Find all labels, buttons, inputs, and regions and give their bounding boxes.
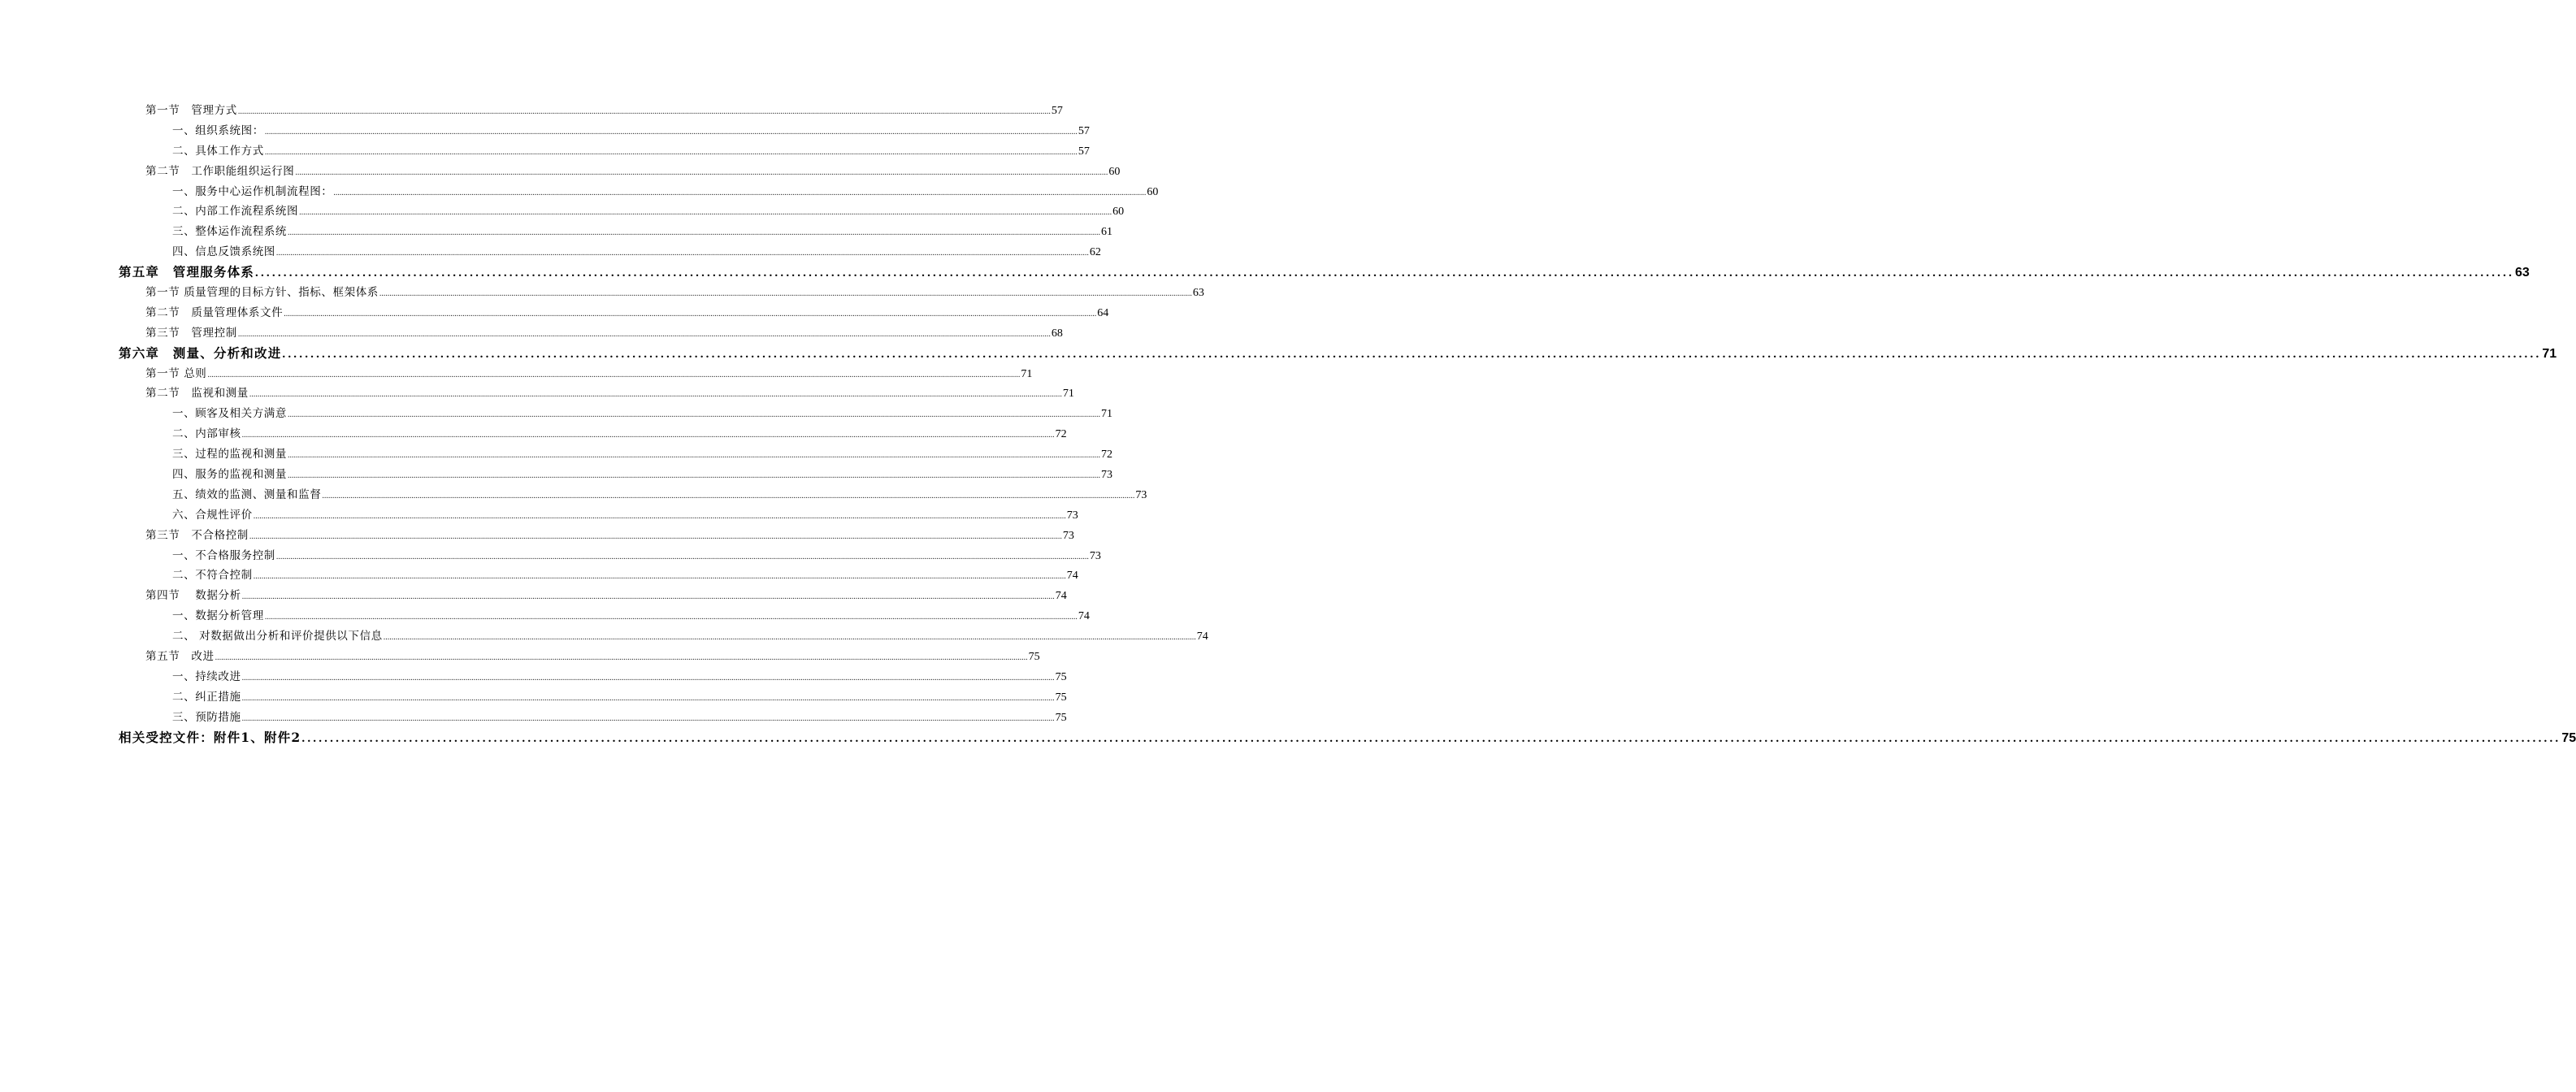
toc-page-number: 71 [2542, 346, 2557, 361]
toc-page-number: 75 [1028, 651, 1040, 664]
dot-leader: ................................................................................................................................................................................................................................................................................................................................................................................................................ [322, 491, 1135, 500]
toc-page-number: 72 [1055, 428, 1067, 441]
dot-leader: ................................................................................................................................................................................................................................................................................................................................................................................................................ [241, 713, 1055, 723]
toc-subsection-row[interactable] [119, 202, 1125, 222]
toc-chapter-row[interactable] [119, 728, 2576, 748]
dot-leader: ................................................................................................................................................................................................................................................................................................................................................................................................................ [241, 673, 1055, 682]
toc-page-number: 57 [1078, 124, 1090, 137]
dot-leader: ................................................................................................................................................................................................................................................................................................................................................................................................................ [299, 208, 1112, 218]
toc-subsection-row[interactable] [119, 182, 1159, 202]
dot-leader: ................................................................................................................................................................................................................................................................................................................................................................................................................ [301, 731, 2561, 745]
dot-leader: ................................................................................................................................................................................................................................................................................................................................................................................................................ [275, 552, 1089, 561]
toc-subsection-row[interactable] [119, 566, 1078, 586]
dot-leader: ................................................................................................................................................................................................................................................................................................................................................................................................................ [241, 431, 1055, 440]
dot-leader: ................................................................................................................................................................................................................................................................................................................................................................................................................ [249, 390, 1062, 400]
toc-entry-title: 第一节 质量管理的目标方针、指标、框架体系 [145, 286, 379, 300]
toc-page-number: 72 [1101, 448, 1112, 462]
toc-entry-title: 一、顾客及相关方满意 [172, 407, 287, 421]
toc-entry-title: 二、纠正措施 [172, 690, 241, 704]
toc-page-number: 57 [1078, 145, 1090, 158]
toc-page-number: 75 [1055, 691, 1067, 704]
toc-chapter-row[interactable] [119, 262, 2530, 283]
toc-subsection-row[interactable] [119, 606, 1090, 626]
toc-entry-title: 三、预防措施 [172, 710, 241, 724]
toc-entry-title: 五、绩效的监测、测量和监督 [172, 488, 322, 501]
dot-leader: ................................................................................................................................................................................................................................................................................................................................................................................................................ [288, 410, 1100, 420]
toc-section-row[interactable] [119, 323, 1063, 344]
dot-leader: ................................................................................................................................................................................................................................................................................................................................................................................................................ [275, 249, 1089, 258]
toc-subsection-row[interactable] [119, 222, 1112, 242]
toc-entry-title: 二、内部审核 [172, 427, 241, 441]
toc-subsection-row[interactable] [119, 505, 1078, 526]
toc-page-number: 73 [1066, 509, 1078, 522]
toc-page-number: 60 [1112, 206, 1125, 219]
dot-leader: ................................................................................................................................................................................................................................................................................................................................................................................................................ [264, 613, 1078, 622]
toc-page-number: 74 [1196, 630, 1208, 644]
dot-leader: ................................................................................................................................................................................................................................................................................................................................................................................................................ [253, 572, 1066, 582]
toc-entry-title: 六、合规性评价 [172, 508, 253, 522]
toc-page-number: 64 [1097, 306, 1109, 319]
toc-entry-title: 第二节 质量管理体系文件 [145, 306, 284, 319]
toc-entry-title: 四、服务的监视和测量 [172, 468, 287, 482]
dot-leader: ................................................................................................................................................................................................................................................................................................................................................................................................................ [288, 471, 1100, 481]
toc-page-number: 74 [1066, 570, 1078, 583]
toc-subsection-row[interactable] [119, 121, 1090, 141]
dot-leader: ................................................................................................................................................................................................................................................................................................................................................................................................................ [295, 167, 1108, 177]
toc-entry-title: 第一节 总则 [145, 366, 207, 380]
toc-entry-title: 相关受控文件：附件1、附件2 [119, 729, 301, 745]
toc-page-number: 57 [1051, 105, 1063, 117]
dot-leader: ................................................................................................................................................................................................................................................................................................................................................................................................................ [241, 693, 1055, 703]
toc-page-number: 75 [1055, 711, 1067, 724]
toc-section-row[interactable] [119, 303, 1109, 323]
toc-page-number: 60 [1108, 165, 1121, 178]
toc-page-number: 68 [1051, 327, 1063, 340]
dot-leader: ................................................................................................................................................................................................................................................................................................................................................................................................................ [241, 592, 1055, 602]
dot-leader: ................................................................................................................................................................................................................................................................................................................................................................................................................ [284, 309, 1097, 318]
toc-subsection-row[interactable] [119, 667, 1067, 687]
toc-page-number: 75 [1055, 670, 1067, 683]
toc-entry-title: 第二节 工作职能组织运行图 [145, 164, 295, 178]
toc-entry-title: 一、数据分析管理 [172, 609, 264, 623]
toc-entry-title: 二、内部工作流程系统图 [172, 205, 299, 219]
dot-leader: ................................................................................................................................................................................................................................................................................................................................................................................................................ [249, 531, 1062, 541]
toc-page-number: 73 [1101, 469, 1112, 482]
toc-page-number: 73 [1089, 549, 1101, 562]
toc-page-number: 74 [1078, 610, 1090, 623]
table-of-contents [119, 101, 2576, 748]
toc-page-number: 63 [2515, 266, 2530, 280]
dot-leader: ................................................................................................................................................................................................................................................................................................................................................................................................................ [288, 451, 1100, 461]
dot-leader: ................................................................................................................................................................................................................................................................................................................................................................................................................ [215, 653, 1028, 663]
dot-leader: ................................................................................................................................................................................................................................................................................................................................................................................................................ [237, 329, 1051, 339]
toc-entry-title: 二、 对数据做出分析和评价提供以下信息 [172, 630, 383, 644]
toc-subsection-row[interactable] [119, 444, 1112, 465]
toc-entry-title: 第五节 改进 [145, 650, 215, 664]
dot-leader: ................................................................................................................................................................................................................................................................................................................................................................................................................ [282, 347, 2542, 361]
toc-entry-title: 第二节 监视和测量 [145, 387, 249, 401]
toc-section-row[interactable] [119, 101, 1063, 121]
dot-leader: ................................................................................................................................................................................................................................................................................................................................................................................................................ [237, 107, 1051, 116]
toc-subsection-row[interactable] [119, 242, 1101, 262]
toc-page-number: 73 [1062, 529, 1074, 542]
dot-leader: ................................................................................................................................................................................................................................................................................................................................................................................................................ [288, 228, 1100, 238]
toc-section-row[interactable] [119, 384, 1074, 404]
toc-entry-title: 第四节 数据分析 [145, 589, 241, 603]
toc-entry-title: 三、过程的监视和测量 [172, 448, 287, 462]
dot-leader: ................................................................................................................................................................................................................................................................................................................................................................................................................ [264, 127, 1078, 136]
toc-section-row[interactable] [119, 586, 1067, 606]
toc-page-number: 71 [1101, 408, 1112, 421]
toc-section-row[interactable] [119, 364, 1033, 384]
toc-entry-title: 一、服务中心运作机制流程图： [172, 184, 333, 198]
toc-entry-title: 四、信息反馈系统图 [172, 245, 275, 259]
toc-entry-title: 二、具体工作方式 [172, 144, 264, 158]
toc-entry-title: 第一节 管理方式 [145, 104, 237, 117]
toc-entry-title: 三、整体运作流程系统 [172, 225, 287, 239]
toc-subsection-row[interactable] [119, 546, 1101, 566]
toc-page-number: 63 [1192, 287, 1204, 300]
toc-entry-title: 一、持续改进 [172, 670, 241, 683]
dot-leader: ................................................................................................................................................................................................................................................................................................................................................................................................................ [253, 511, 1066, 521]
toc-page-number: 71 [1062, 388, 1074, 401]
toc-subsection-row[interactable] [119, 141, 1090, 162]
dot-leader: ................................................................................................................................................................................................................................................................................................................................................................................................................ [383, 633, 1196, 643]
toc-entry-title: 第五章 管理服务体系 [119, 264, 255, 280]
toc-subsection-row[interactable] [119, 404, 1112, 424]
toc-entry-title: 第六章 测量、分析和改进 [119, 344, 282, 361]
toc-subsection-row[interactable] [119, 465, 1112, 485]
toc-page-number: 75 [2561, 730, 2576, 745]
toc-entry-title: 二、不符合控制 [172, 569, 253, 583]
toc-subsection-row[interactable] [119, 708, 1067, 728]
toc-page-number: 62 [1089, 246, 1101, 259]
toc-page-number: 61 [1101, 226, 1112, 239]
dot-leader: ................................................................................................................................................................................................................................................................................................................................................................................................................ [379, 289, 1192, 299]
toc-section-row[interactable] [119, 647, 1040, 667]
toc-page-number: 60 [1147, 185, 1159, 198]
toc-subsection-row[interactable] [119, 626, 1208, 647]
toc-section-row[interactable] [119, 162, 1121, 182]
toc-page-number: 74 [1055, 590, 1067, 603]
toc-section-row[interactable] [119, 526, 1074, 546]
toc-subsection-row[interactable] [119, 687, 1067, 708]
dot-leader: ................................................................................................................................................................................................................................................................................................................................................................................................................ [207, 370, 1021, 379]
toc-entry-title: 第三节 管理控制 [145, 326, 237, 340]
dot-leader: ................................................................................................................................................................................................................................................................................................................................................................................................................ [255, 266, 2515, 280]
dot-leader: ................................................................................................................................................................................................................................................................................................................................................................................................................ [264, 147, 1078, 157]
toc-entry-title: 第三节 不合格控制 [145, 528, 249, 542]
toc-page-number: 73 [1135, 488, 1147, 501]
toc-subsection-row[interactable] [119, 424, 1067, 444]
toc-page-number: 71 [1021, 367, 1033, 380]
dot-leader: ................................................................................................................................................................................................................................................................................................................................................................................................................ [333, 188, 1147, 197]
toc-subsection-row[interactable] [119, 485, 1147, 505]
toc-entry-title: 一、不合格服务控制 [172, 548, 275, 562]
toc-section-row[interactable] [119, 283, 1204, 303]
toc-entry-title: 一、组织系统图： [172, 124, 264, 137]
toc-chapter-row[interactable] [119, 344, 2557, 364]
